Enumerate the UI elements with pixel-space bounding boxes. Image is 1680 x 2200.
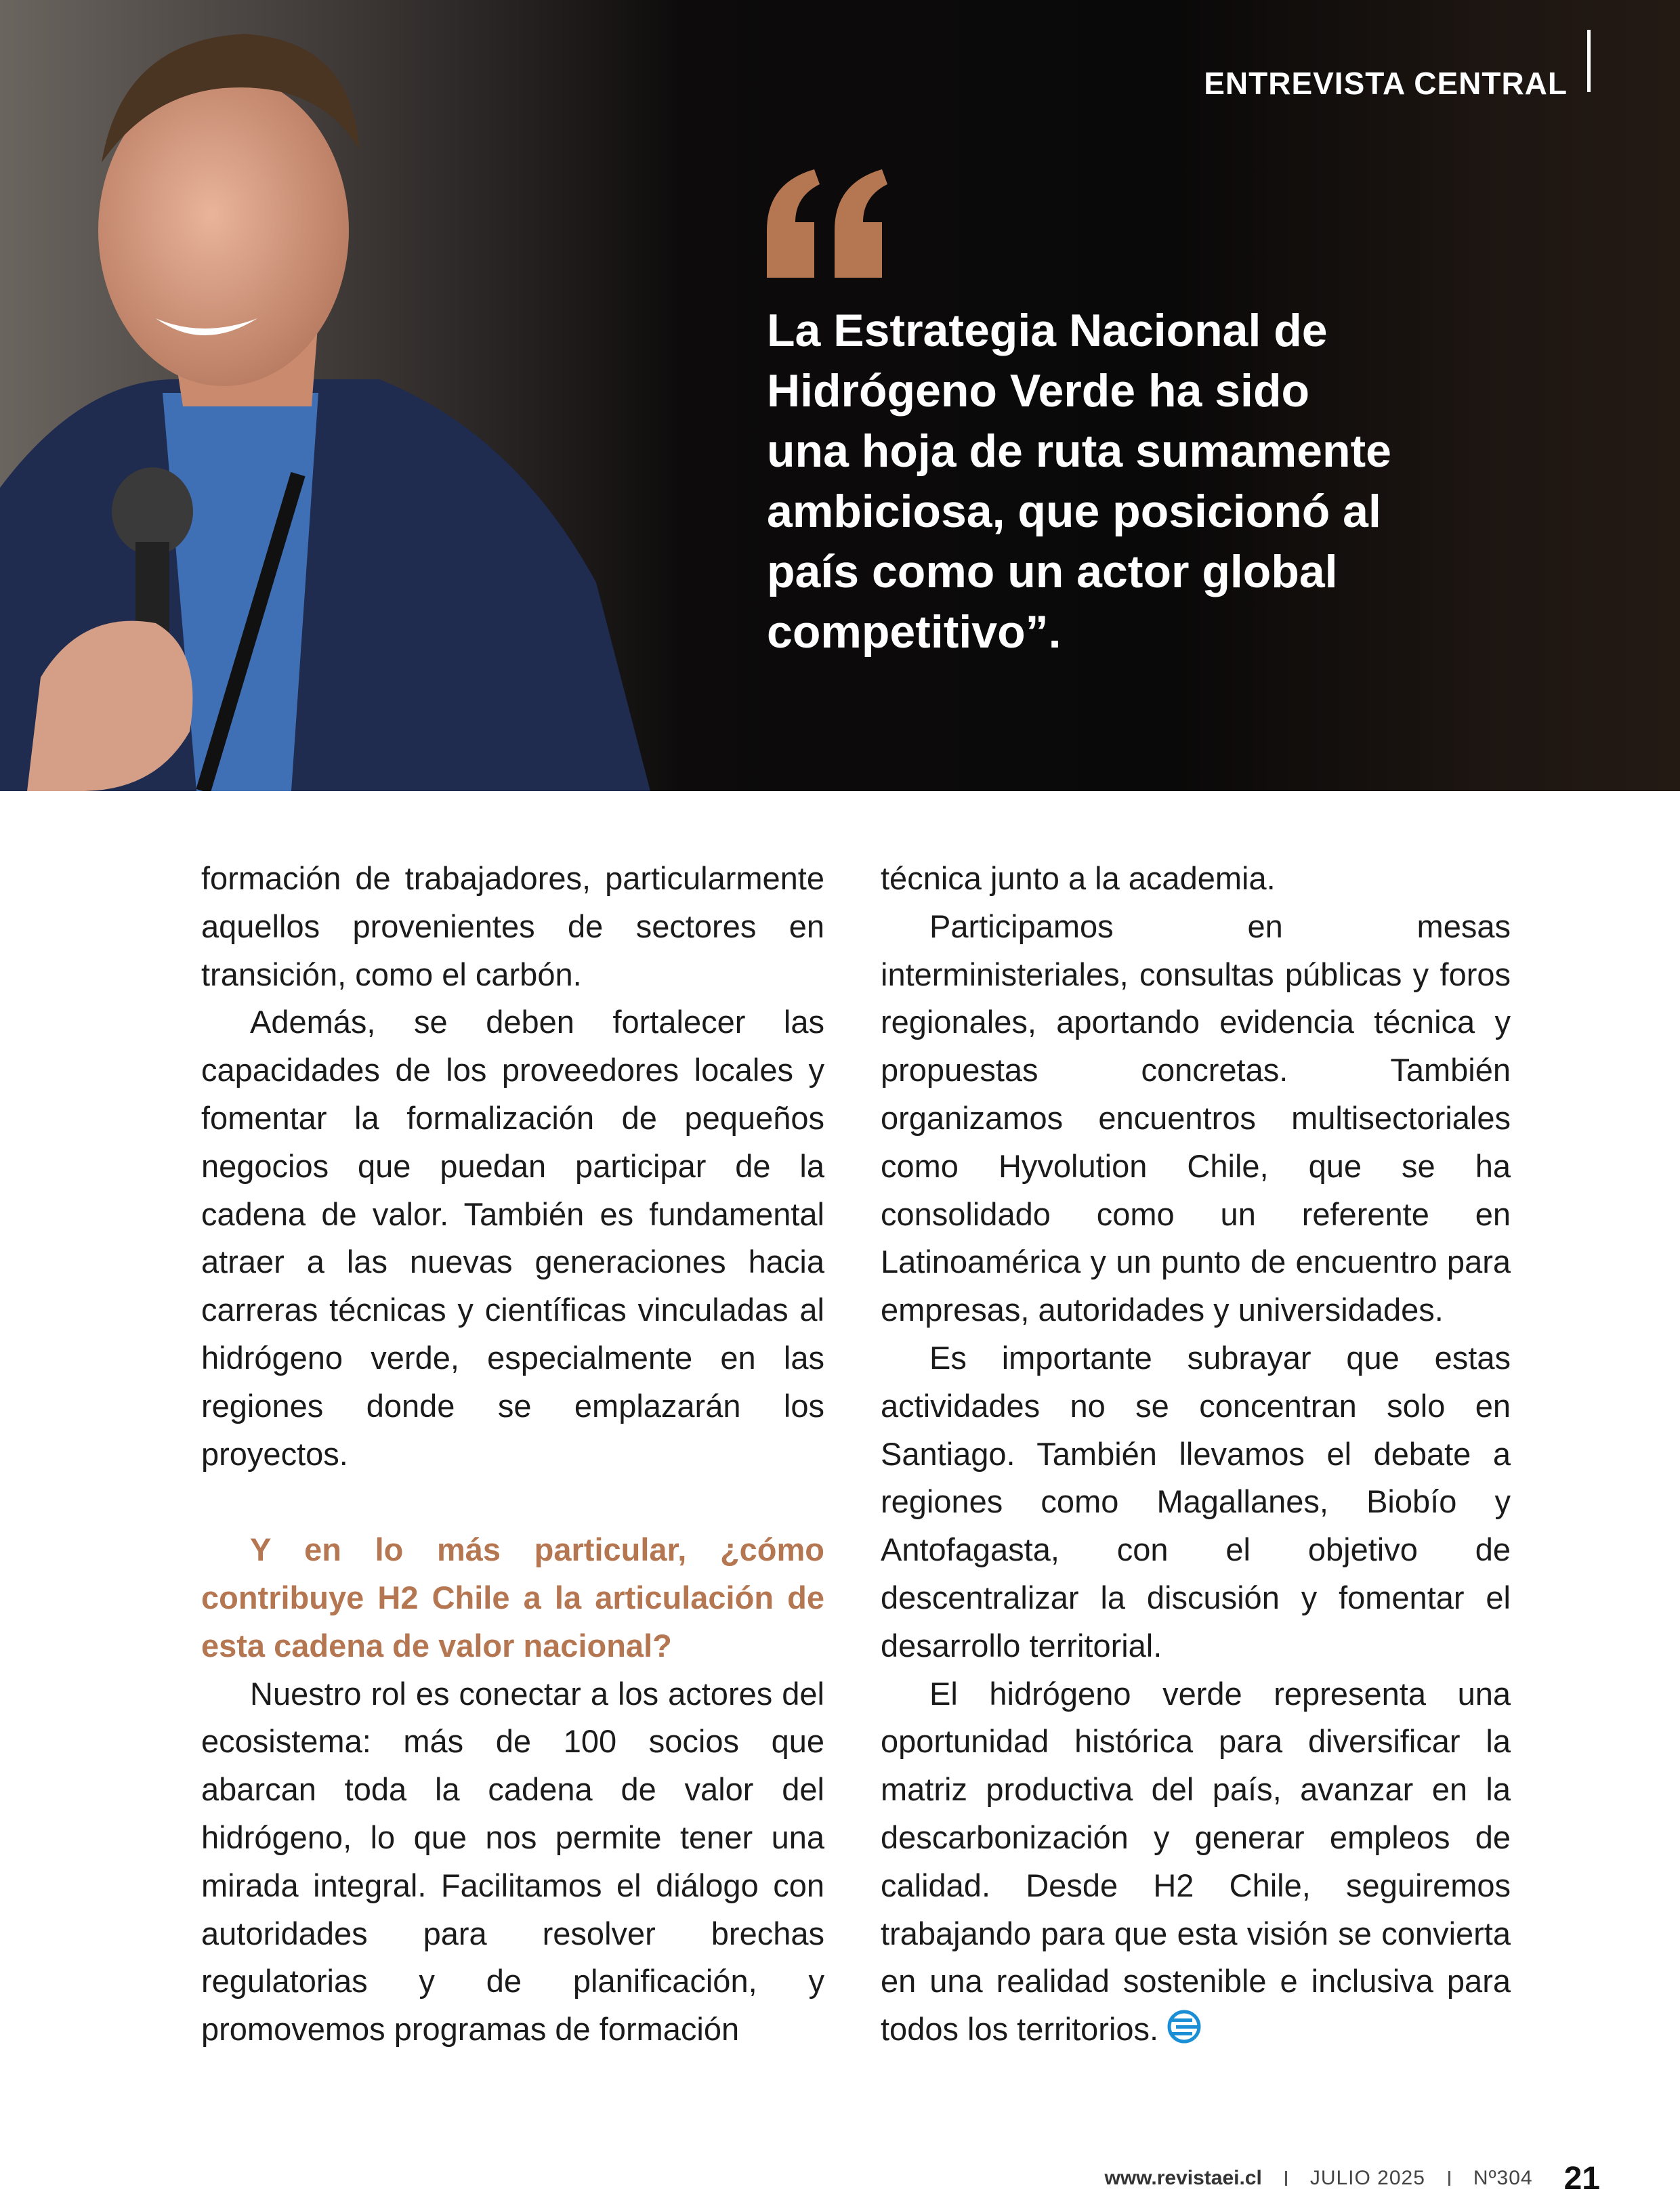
issue-number: Nº304 (1473, 2167, 1533, 2189)
paragraph: técnica junto a la academia. (881, 860, 1276, 896)
end-of-article-icon (1167, 2009, 1202, 2044)
paragraph: Además, se deben fortalecer las capacidades de los proveedores locales y fomentar la formalización de pequeños negocios que puedan participar de la cadena de valor. También es fundamental atraer a las nuevas generaciones hacia carreras técnicas y científicas vinculadas al hidrógeno verde, especialmente en las regiones donde se emplazarán los proyectos. (201, 1004, 824, 1472)
footer-divider (1285, 2171, 1287, 2186)
pull-quote-line: La Estrategia Nacional de (767, 305, 1328, 356)
paragraph-text: El hidrógeno verde representa una oportunidad histórica para diversificar la matriz productiva del país, avanzar en la descarbonización y generar empleos de calidad. Desde H2 Chile, seguiremos trabajando para que esta visión se convierta en una realidad sostenible e inclusiva para todos los territorios. (881, 1675, 1511, 2048)
paragraph: Participamos en mesas interministeriales, consultas públicas y foros regionales, aportando evidencia técnica y propuestas concretas. También organizamos encuentros multisectoriales como Hyvolution Chile, que se ha consolidado como un referente en Latinoamérica y un punto de encuentro para empresas, autoridades y universidades. (881, 908, 1511, 1328)
speaker-photo (0, 0, 677, 791)
interview-question: Y en lo más particular, ¿cómo contribuye H2 Chile a la articulación de esta cadena de valor nacional? (201, 1531, 824, 1664)
issue-date: JULIO 2025 (1309, 2167, 1425, 2189)
paragraph-final (881, 1670, 1511, 2054)
article-column-right (881, 855, 1511, 2054)
paragraph: Nuestro rol es conectar a los actores del ecosistema: más de 100 socios que abarcan toda la cadena de valor del hidrógeno, lo que nos permite tener una mirada integral. Facilitamos el diálogo con autoridades para resolver brechas regulatorias y de planificación, y promovemos programas de formación (201, 1675, 824, 2048)
website-url[interactable]: www.revistaei.cl (1104, 2167, 1262, 2189)
section-divider (1587, 30, 1591, 92)
pull-quote-line: ambiciosa, que posicionó al (767, 486, 1381, 537)
pull-quote-line: Hidrógeno Verde ha sido (767, 365, 1310, 417)
pull-quote-line: una hoja de ruta sumamente (767, 425, 1391, 477)
pull-quote (767, 301, 1512, 662)
article-column-left (201, 855, 824, 2054)
quote-mark-icon (760, 169, 889, 278)
pull-quote-line: competitivo”. (767, 606, 1062, 658)
paragraph: formación de trabajadores, particularmente aquellos provenientes de sectores en transición, como el carbón. (201, 860, 824, 992)
hero-banner (0, 0, 1680, 791)
pull-quote-line: país como un actor global (767, 546, 1338, 597)
section-label: ENTREVISTA CENTRAL (1204, 66, 1568, 101)
paragraph: Es importante subrayar que estas actividades no se concentran solo en Santiago. También llevamos el debate a regiones como Magallanes, Biobío y Antofagasta, con el objetivo de descentralizar la discusión y fomentar el desarrollo territorial. (881, 1339, 1511, 1664)
footer-divider (1448, 2171, 1450, 2186)
page-footer (1104, 2158, 1600, 2199)
page-number: 21 (1563, 2160, 1600, 2197)
